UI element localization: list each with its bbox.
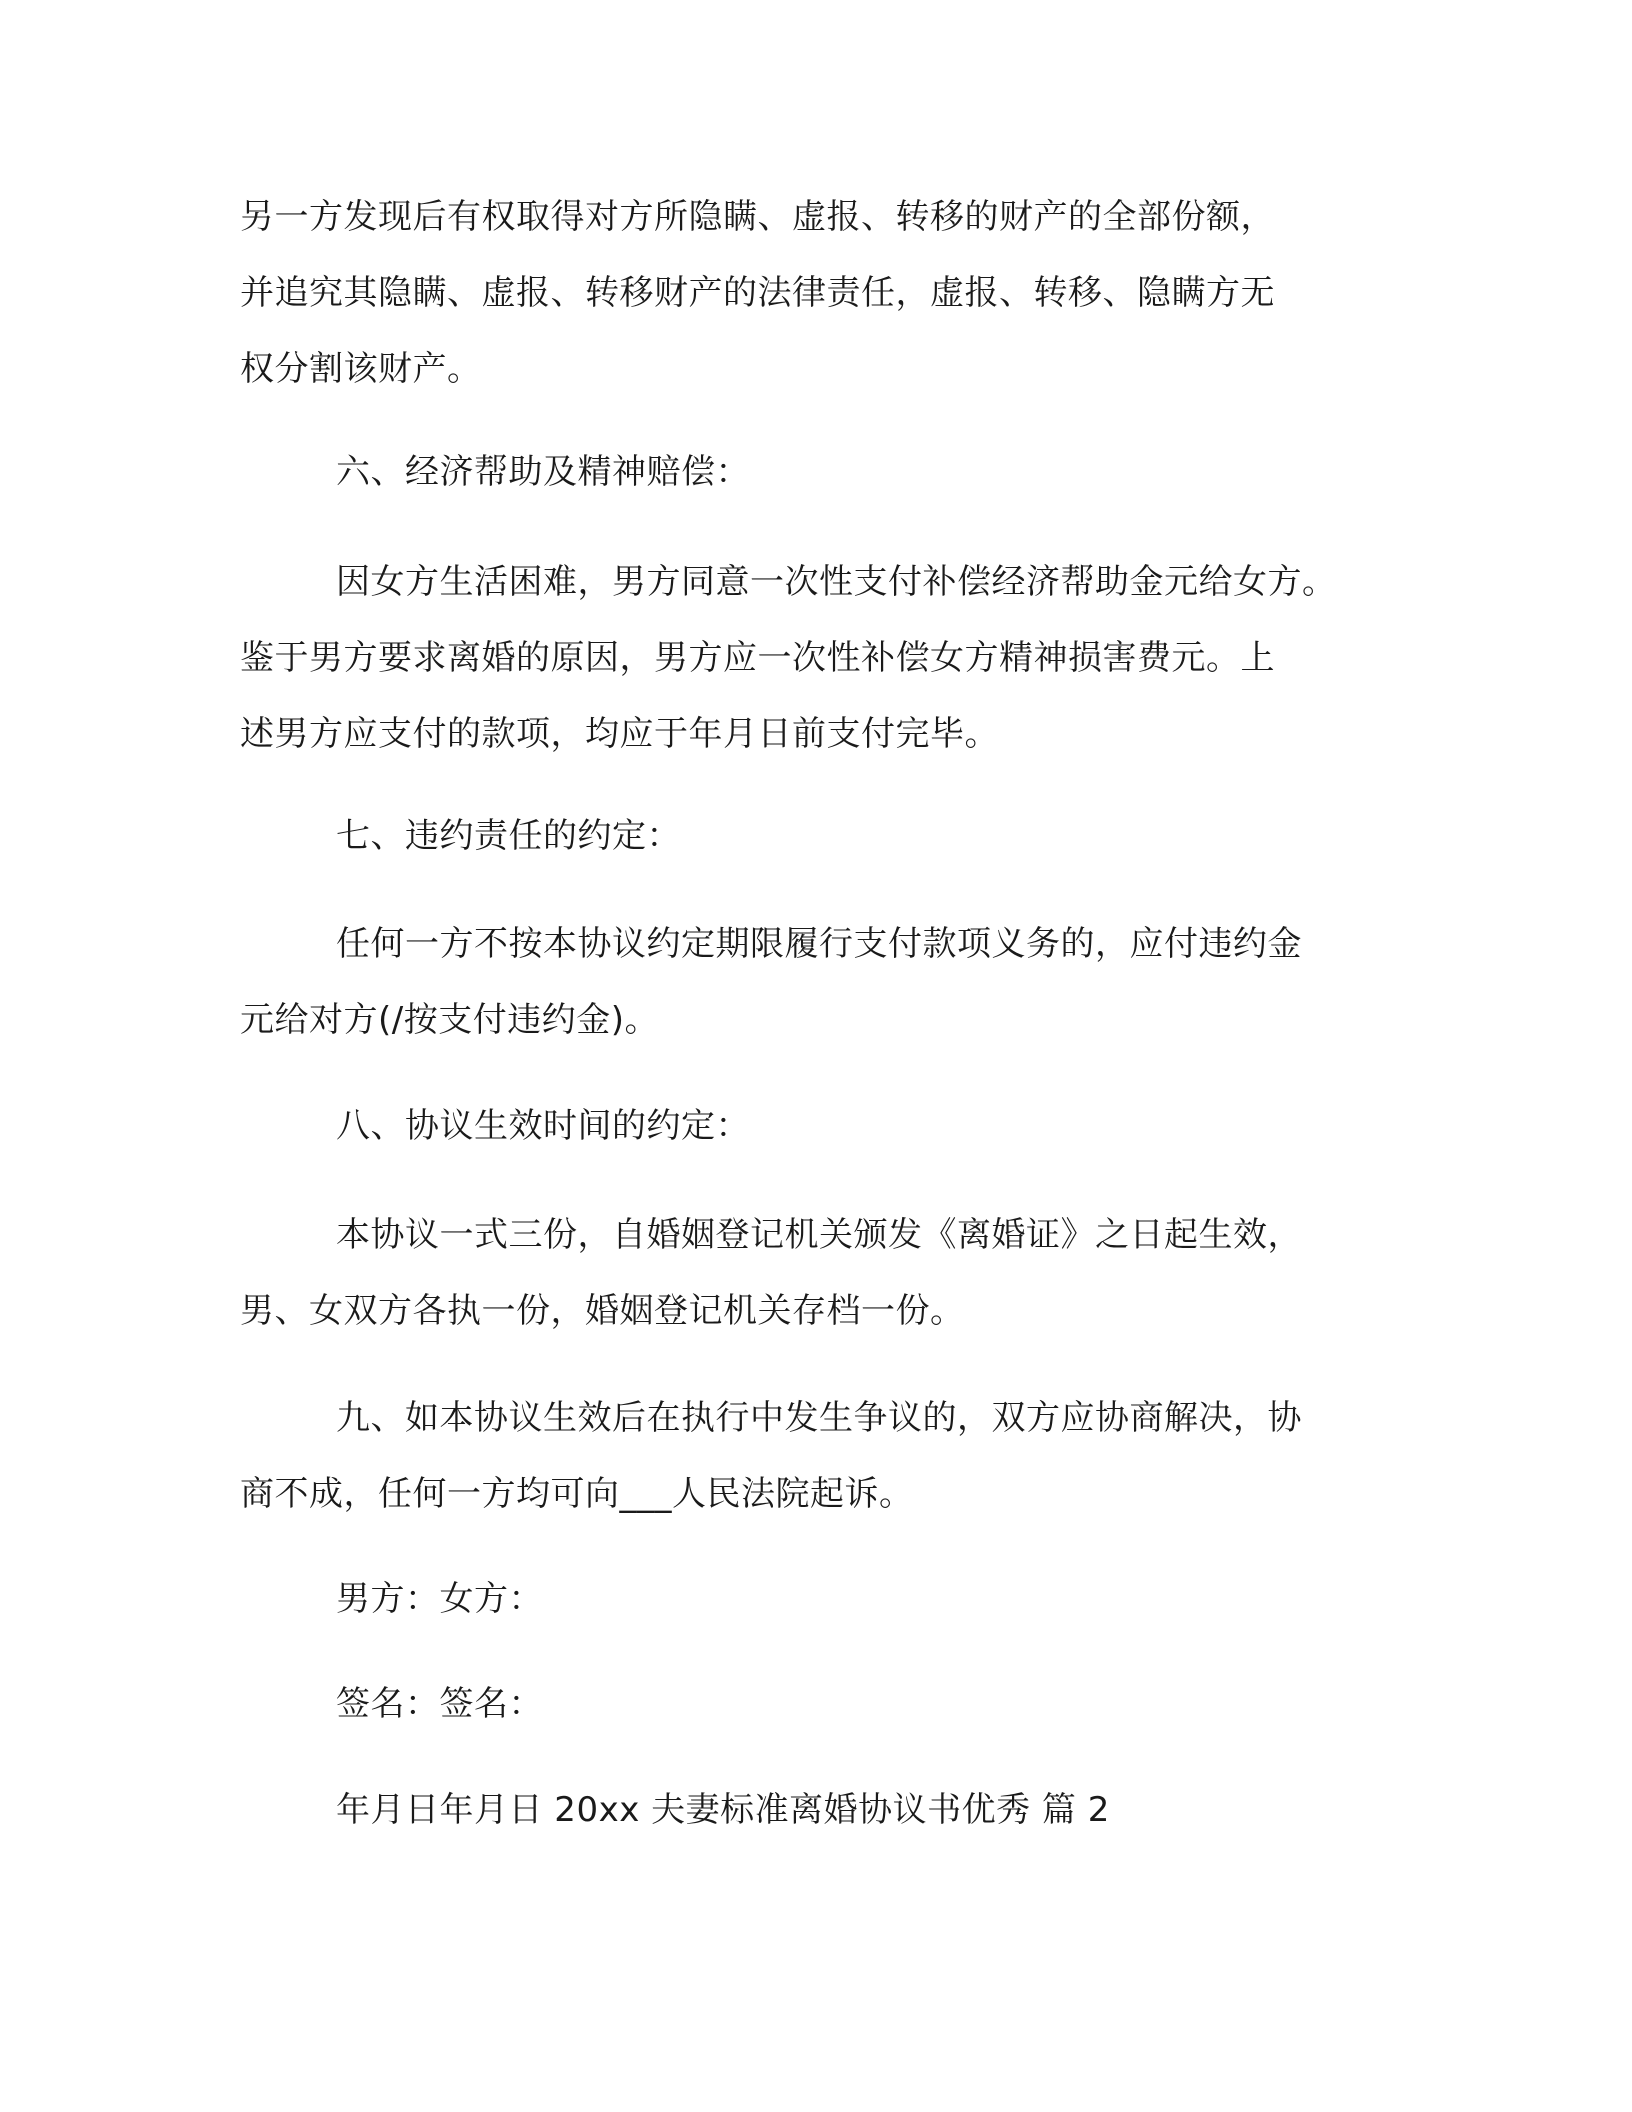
parties-text: 男方：女方： (336, 1579, 543, 1619)
heading-text: 七、违约责任的约定： (336, 816, 681, 856)
parties-line (336, 1561, 1496, 1637)
text-line: 鉴于男方要求离婚的原因，男方应一次性补偿女方精神损害费元。上 (240, 638, 1275, 678)
text-line: 权分割该财产。 (240, 349, 482, 389)
paragraph-economic-help (240, 544, 1400, 772)
text-line: 另一方发现后有权取得对方所隐瞒、虚报、转移的财产的全部份额， (240, 197, 1275, 237)
section-heading-effective-date (336, 1088, 1496, 1164)
text-line: 并追究其隐瞒、虚报、转移财产的法律责任，虚报、转移、隐瞒方无 (240, 273, 1275, 313)
text-line: 商不成，任何一方均可向___人民法院起诉。 (240, 1474, 914, 1514)
text-line: 任何一方不按本协议约定期限履行支付款项义务的，应付违约金 (336, 924, 1302, 964)
text-line: 因女方生活困难，男方同意一次性支付补偿经济帮助金元给女方。 (336, 562, 1337, 602)
paragraph-dispute (240, 1380, 1400, 1532)
text-line: 述男方应支付的款项，均应于年月日前支付完毕。 (240, 714, 999, 754)
signatures-text: 签名：签名： (336, 1684, 543, 1724)
section-heading-breach (336, 798, 1496, 874)
text-line: 本协议一式三份，自婚姻登记机关颁发《离婚证》之日起生效， (336, 1215, 1302, 1255)
heading-text: 八、协议生效时间的约定： (336, 1106, 750, 1146)
text-line: 元给对方(/按支付违约金)。 (240, 1000, 659, 1040)
section-heading-economic-help (336, 434, 1496, 510)
paragraph-breach (240, 906, 1400, 1058)
signatures-line (336, 1666, 1496, 1742)
next-section-title: 年月日年月日 20xx 夫妻标准离婚协议书优秀 篇 2 (336, 1790, 1110, 1830)
text-line: 男、女双方各执一份，婚姻登记机关存档一份。 (240, 1291, 965, 1331)
heading-text: 六、经济帮助及精神赔偿： (336, 452, 750, 492)
paragraph-effective-date (240, 1197, 1400, 1349)
paragraph-property-concealment (240, 179, 1400, 407)
text-line: 九、如本协议生效后在执行中发生争议的，双方应协商解决，协 (336, 1398, 1302, 1438)
date-and-next-title (336, 1772, 1496, 1848)
